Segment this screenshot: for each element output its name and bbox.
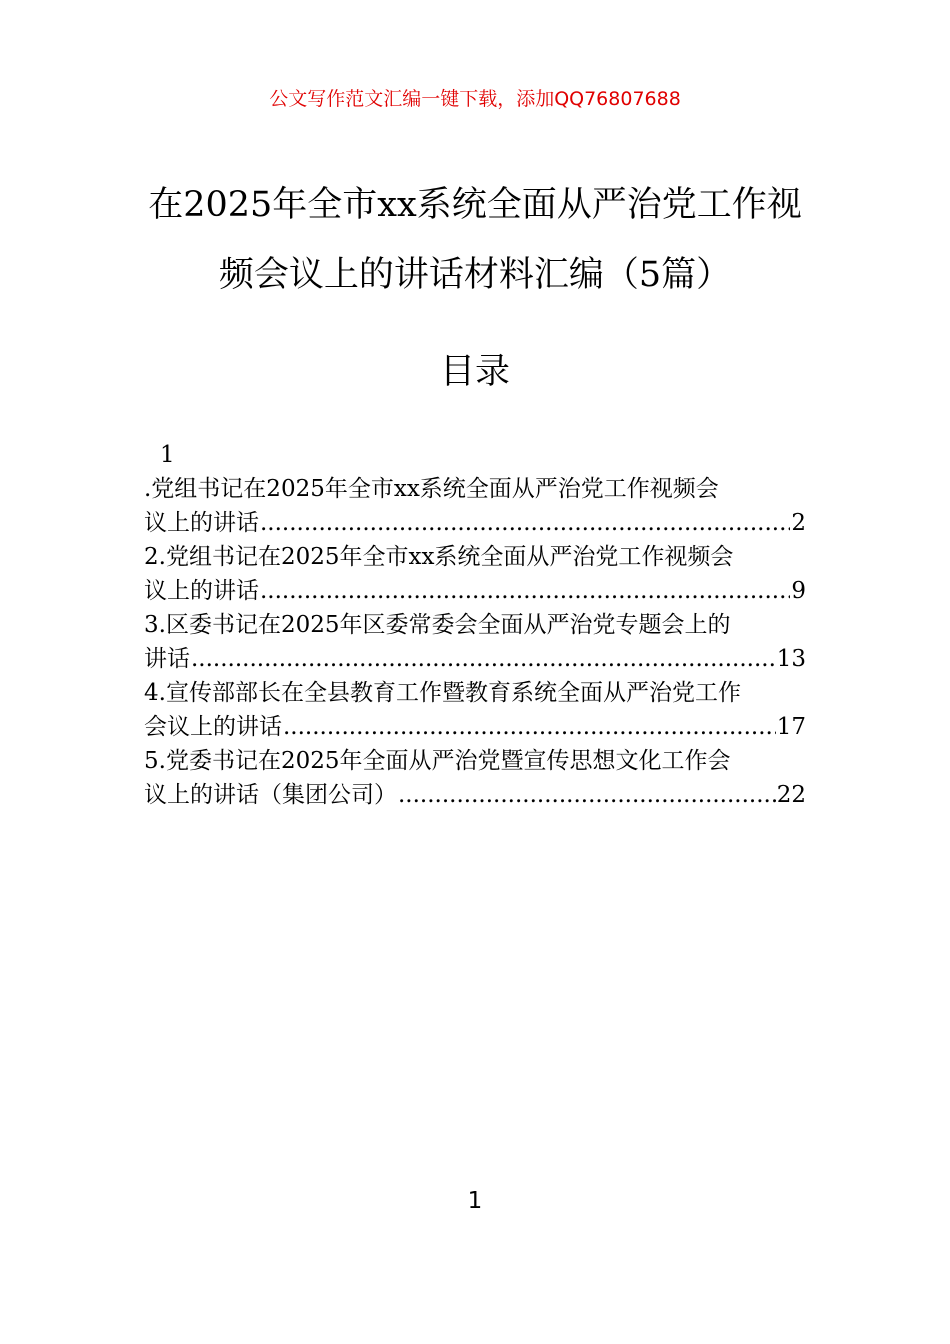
- toc-heading: 目录: [439, 352, 510, 392]
- toc-entry-title: 4.宣传部部长在全县教育工作暨教育系统全面从严治党工作: [144, 680, 741, 706]
- toc-entry[interactable]: [144, 676, 806, 744]
- toc-entry-page: 13: [776, 646, 806, 672]
- toc-entry-title-continued: 议上的讲话: [144, 578, 259, 604]
- toc-dot-leader: [283, 710, 776, 744]
- toc-entry-page: 2: [791, 510, 806, 536]
- toc-dot-leader: [260, 506, 790, 540]
- document-title: [130, 170, 820, 310]
- toc-entry[interactable]: [144, 744, 806, 812]
- promo-download-link[interactable]: 公文写作范文汇编一键下载，添加QQ76807688: [269, 88, 681, 110]
- toc-entry-title-continued: 议上的讲话（集团公司）: [144, 782, 397, 808]
- toc-entry[interactable]: [144, 608, 806, 676]
- toc-entry-page: 9: [791, 578, 806, 604]
- toc-entry-title: 5.党委书记在2025年全面从严治党暨宣传思想文化工作会: [144, 748, 731, 774]
- toc-dot-leader: [260, 574, 790, 608]
- toc-stray-number: 1: [160, 442, 175, 468]
- table-of-contents: [144, 438, 806, 812]
- toc-entry[interactable]: [144, 472, 806, 540]
- toc-entry-title: 2.党组书记在2025年全市xx系统全面从严治党工作视频会: [144, 544, 734, 570]
- toc-entry-title-continued: 议上的讲话: [144, 510, 259, 536]
- toc-entry[interactable]: [144, 540, 806, 608]
- toc-entry-title: 3.区委书记在2025年区委常委会全面从严治党专题会上的: [144, 612, 731, 638]
- document-title-line2: 频会议上的讲话材料汇编（5篇）: [218, 255, 732, 295]
- toc-entry-title-continued: 会议上的讲话: [144, 714, 282, 740]
- toc-entry-title: .党组书记在2025年全市xx系统全面从严治党工作视频会: [144, 476, 719, 502]
- document-title-line1: 在2025年全市xx系统全面从严治党工作视: [148, 185, 802, 225]
- page-number: 1: [467, 1188, 483, 1214]
- toc-dot-leader: [398, 778, 776, 812]
- toc-entry-title-continued: 讲话: [144, 646, 190, 672]
- toc-dot-leader: [191, 642, 776, 676]
- toc-entry-page: 17: [776, 714, 806, 740]
- toc-entry-page: 22: [776, 782, 806, 808]
